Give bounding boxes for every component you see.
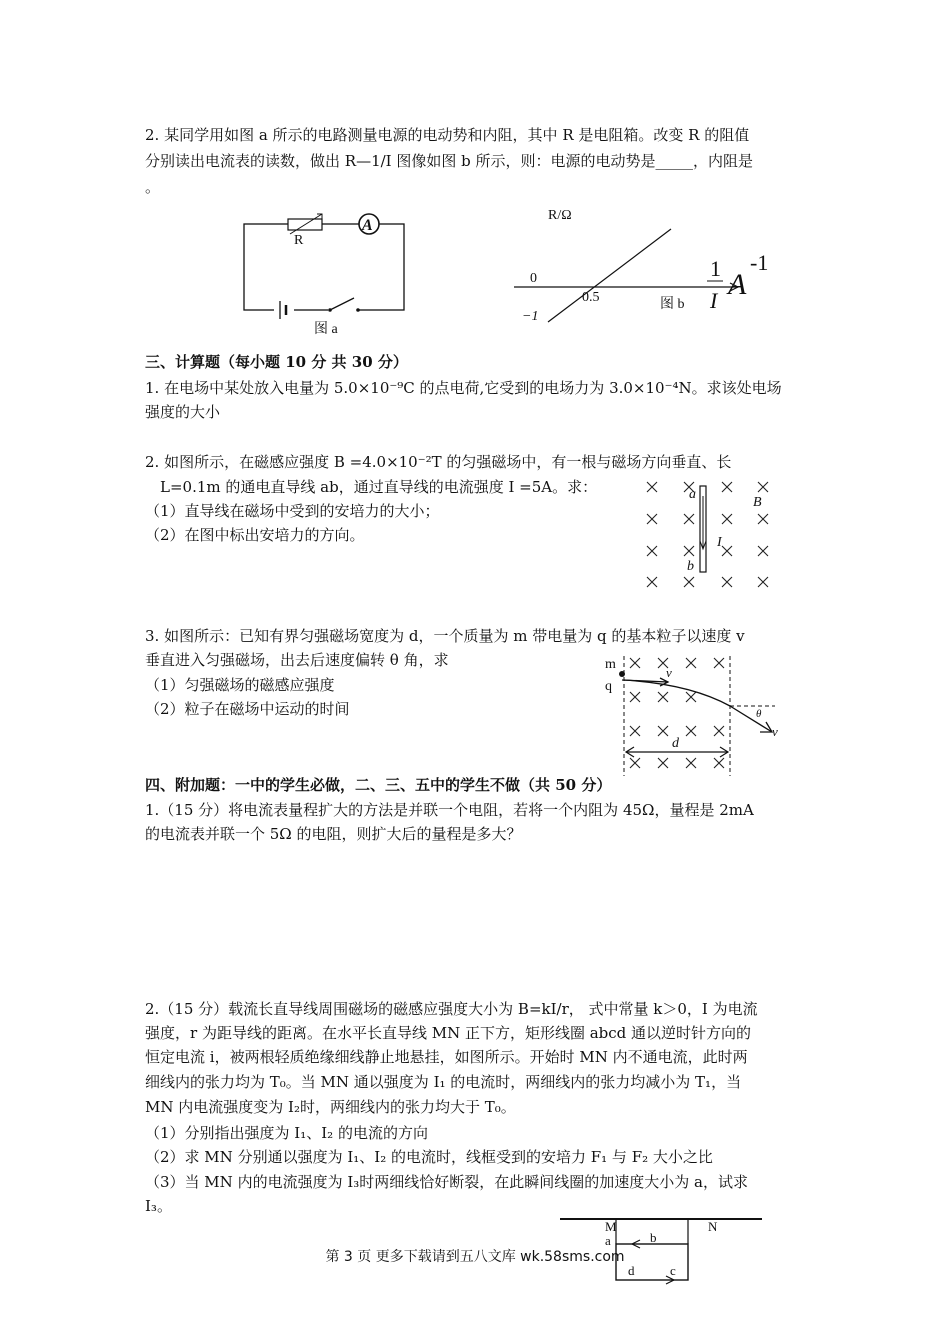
- figure-particle-field: [600, 650, 790, 780]
- label-N: N: [708, 1219, 718, 1234]
- s4-q2-line3: 恒定电流 i，被两根轻质绝缘细线静止地悬挂，如图所示。开始时 MN 内不通电流，此时两: [145, 1048, 748, 1066]
- section4-heading: 四、附加题：一中的学生必做，二、三、五中的学生不做（共 50 分）: [145, 776, 612, 794]
- s3-q3-line1: 3. 如图所示：已知有界匀强磁场宽度为 d，一个质量为 m 带电量为 q 的基本粒子以速度 v: [145, 627, 745, 645]
- figure-a-circuit: [238, 210, 413, 340]
- x-axis-exp: -1: [750, 250, 769, 275]
- s4-q2-sub3: （3）当 MN 内的电流强度为 I₃时两细线恰好断裂，在此瞬间线圈的加速度大小为 a，试求: [145, 1173, 748, 1191]
- figure-a-caption: 图 a: [314, 322, 338, 337]
- label-c: c: [670, 1263, 676, 1278]
- figure-wire-field: [640, 476, 780, 596]
- label-d: d: [628, 1263, 635, 1278]
- velocity-in-label: v: [666, 665, 672, 680]
- s3-q3-sub1: （1）匀强磁场的磁感应强度: [145, 676, 335, 694]
- section3-heading: 三、计算题（每小题 10 分 共 30 分）: [145, 353, 408, 371]
- s4-q2-line4: 细线内的张力均为 T₀。当 MN 通以强度为 I₁ 的电流时，两细线内的张力均减小为 T₁，当: [145, 1073, 742, 1091]
- s3-q3-sub2: （2）粒子在磁场中运动的时间: [145, 700, 350, 718]
- y-intercept-label: −1: [522, 309, 539, 324]
- label-M: M: [605, 1219, 617, 1234]
- s4-q1-line1: 1.（15 分）将电流表量程扩大的方法是并联一个电阻，若将一个内阻为 45Ω，量程是 2mA: [145, 801, 754, 819]
- particle-label-m: m: [605, 657, 616, 672]
- s3-q2-sub1: （1）直导线在磁场中受到的安培力的大小；: [145, 502, 440, 520]
- particle-label-q: q: [605, 679, 612, 694]
- wire-label-a: a: [689, 487, 696, 502]
- q2-line1: 2. 某同学用如图 a 所示的电路测量电源的电动势和内阻，其中 R 是电阻箱。改变 R 的阻值: [145, 126, 750, 144]
- s3-q3-line2: 垂直进入匀强磁场，出去后速度偏转 θ 角，求: [145, 651, 449, 669]
- origin-label: 0: [530, 271, 537, 286]
- x-axis-den: I: [710, 288, 718, 313]
- current-label-I: I: [717, 535, 722, 550]
- field-label-B: B: [753, 495, 762, 510]
- s4-q1-line2: 的电流表并联一个 5Ω 的电阻，则扩大后的量程是多大？: [145, 825, 522, 843]
- s4-q2-line5: MN 内电流强度变为 I₂时，两细线内的张力均大于 T₀。: [145, 1098, 516, 1116]
- q2-line3: 。: [145, 178, 161, 196]
- wire-label-b: b: [687, 559, 694, 574]
- label-a: a: [605, 1233, 611, 1248]
- field-crosses: [647, 482, 768, 587]
- theta-label: θ: [756, 708, 762, 720]
- x-intercept-label: 0.5: [582, 290, 600, 305]
- x-axis-unit: A: [728, 268, 747, 301]
- graph-line: [548, 229, 671, 322]
- s4-q2-line1: 2.（15 分）载流长直导线周围磁场的磁感应强度大小为 B=kI/r， 式中常量 k＞0，I 为电流: [145, 1000, 758, 1018]
- s4-q2-sub4: I₃。: [145, 1197, 172, 1215]
- figure-b-graph: [510, 200, 790, 330]
- page-footer: 第 3 页 更多下载请到五八文库 wk.58sms.com: [325, 1249, 625, 1265]
- resistor-label: R: [294, 233, 304, 248]
- width-label-d: d: [672, 736, 679, 751]
- velocity-out-label: v: [772, 724, 778, 739]
- x-axis-num: 1: [710, 256, 721, 281]
- ammeter-label: A: [362, 217, 373, 234]
- s4-q2-sub1: （1）分别指出强度为 I₁、I₂ 的电流的方向: [145, 1124, 428, 1142]
- figure-b-caption: 图 b: [660, 297, 685, 312]
- s3-q2-line1: 2. 如图所示，在磁感应强度 B =4.0×10⁻²T 的匀强磁场中，有一根与磁场方向垂直、长: [145, 453, 732, 471]
- s4-q2-sub2: （2）求 MN 分别通以强度为 I₁、I₂ 的电流时，线框受到的安培力 F₁ 与 F₂ 大小之比: [145, 1148, 713, 1166]
- q2-line2: 分别读出电流表的读数，做出 R—1/I 图像如图 b 所示，则：电源的电动势是_____，内阻是: [145, 152, 753, 170]
- s3-q1-line1: 1. 在电场中某处放入电量为 5.0×10⁻⁹C 的点电荷,它受到的电场力为 3.0×10⁻⁴N。求该处电场: [145, 379, 782, 397]
- s3-q1-line2: 强度的大小: [145, 403, 221, 421]
- s3-q2-sub2: （2）在图中标出安培力的方向。: [145, 526, 365, 544]
- s4-q2-line2: 强度，r 为距导线的距离。在水平长直导线 MN 正下方，矩形线圈 abcd 通以逆时针方向的: [145, 1024, 752, 1042]
- y-axis-label: R/Ω: [548, 208, 572, 223]
- s3-q2-line2: L=0.1m 的通电直导线 ab，通过直导线的电流强度 I =5A。求：: [160, 478, 598, 496]
- label-b: b: [650, 1230, 657, 1245]
